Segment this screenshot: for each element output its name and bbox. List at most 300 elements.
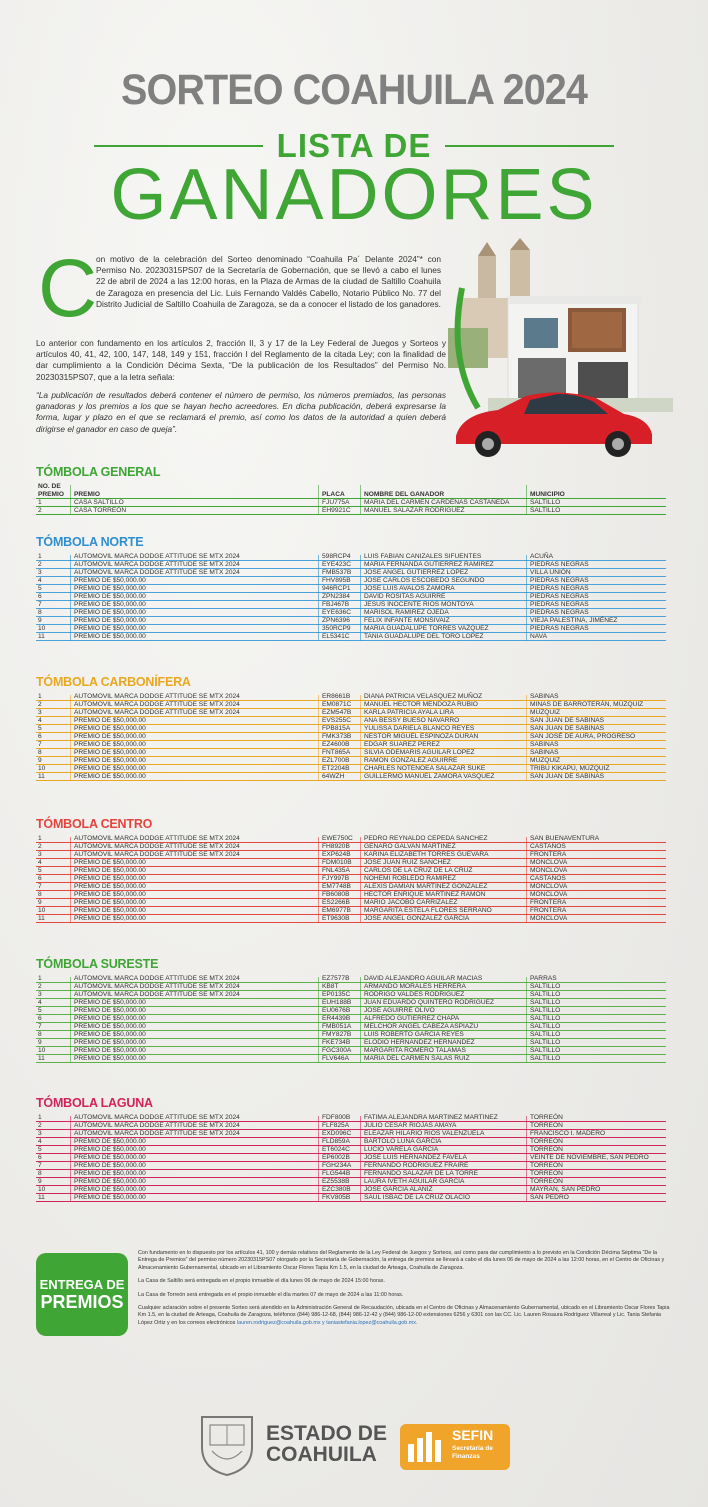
column-divider [526, 485, 527, 515]
cell-winner-name: GUILLERMO MANUEL ZAMORA VASQUEZ [364, 773, 495, 780]
cell-prize-number: 5 [38, 585, 42, 592]
cell-winner-name: FERNANDO SALAZAR DE LA TORRE [364, 1170, 479, 1177]
table-row [36, 1170, 666, 1178]
cell-prize: PREMIO DE $50,000.00 [74, 883, 146, 890]
cell-winner-name: ELEAZAR HILARIO RIOS VALENZUELA [364, 1130, 485, 1137]
cell-municipality: SALTILLO [530, 1055, 561, 1062]
cell-plate: FLV646A [322, 1055, 350, 1062]
cell-prize: PREMIO DE $50,000.00 [74, 625, 146, 632]
cell-winner-name: ALFREDO GUTIERREZ CHAPA [364, 1015, 460, 1022]
section-title: TÓMBOLA GENERAL [36, 465, 161, 479]
cell-municipality: SALTILLO [530, 983, 561, 990]
cell-prize: PREMIO DE $50,000.00 [74, 907, 146, 914]
cell-prize-number: 2 [38, 701, 42, 708]
column-divider [526, 837, 527, 923]
cell-winner-name: PEDRO REYNALDO CEPEDA SANCHEZ [364, 835, 488, 842]
cell-prize: AUTOMOVIL MARCA DODGE ATTITUDE SE MTX 2024 [74, 1122, 240, 1129]
cell-winner-name: JOSE CARLOS ESCOBEDO SEGUNDO [364, 577, 485, 584]
table-row [36, 617, 666, 625]
cell-prize-number: 5 [38, 1007, 42, 1014]
entrega-p4 [138, 1305, 670, 1327]
cell-winner-name: MANUEL SALAZAR RODRIGUEZ [364, 507, 465, 514]
cell-municipality: SALTILLO [530, 507, 561, 514]
column-divider [70, 977, 71, 1063]
intro-paragraph: on motivo de la celebración del Sorteo denominado “Coahuila Pa´ Delante 2024”* con Permiso No. 20230315PS07 de la Secretaría de Gobernación, que se llevó a cabo el lunes 22 de abril de 2024 a las 12:00 horas, en la Plaza de Armas de la ciudad de Saltillo Coahuila de Zaragoza en presencia del Lic. Luis Fernando Valdés Cabello, Notario Público No. 77 del Distrito Judicial de Saltillo Coahuila de Zaragoza, se da a conocer el listado de los ganadores. [96, 254, 441, 309]
column-divider [70, 695, 71, 781]
lista-label: LISTA DE [276, 127, 432, 164]
cell-municipality: SAN JUAN DE SABINAS [530, 773, 605, 780]
estado-logo-text [266, 1423, 387, 1465]
drop-cap: C [38, 243, 98, 334]
cell-municipality: SAN BUENAVENTURA [530, 835, 600, 842]
cell-prize: PREMIO DE $50,000.00 [74, 875, 146, 882]
cell-prize: PREMIO DE $50,000.00 [74, 725, 146, 732]
cell-plate: ER4439B [322, 1015, 351, 1022]
cell-winner-name: FERNANDO RODRIGUEZ FRAIRE [364, 1162, 469, 1169]
sefin-subtitle [452, 1445, 493, 1460]
table-row [36, 757, 666, 765]
cell-prize: PREMIO DE $50,000.00 [74, 999, 146, 1006]
cell-plate: FBJ467B [322, 601, 350, 608]
cell-prize: PREMIO DE $50,000.00 [74, 773, 146, 780]
cell-prize-number: 2 [38, 1122, 42, 1129]
cell-prize-number: 2 [38, 983, 42, 990]
cell-plate: FB6080B [322, 891, 350, 898]
cell-municipality: FRANCISCO I. MADERO [530, 1130, 606, 1137]
cell-municipality: PIEDRAS NEGRAS [530, 561, 589, 568]
cell-prize-number: 5 [38, 1146, 42, 1153]
cell-municipality: TORREÓN [530, 1114, 563, 1121]
table-row [36, 1031, 666, 1039]
cell-prize: AUTOMOVIL MARCA DODGE ATTITUDE SE MTX 2024 [74, 701, 240, 708]
entrega-p4-text: Cualquier aclaración sobre el presente Sorteo será atendido en la Administración General de Recaudación, ubicada en el Centro de Oficinas y Almacenamiento Gubernamental, ubicado en el Libramiento Oscar Flores Tapia Km 1.5, en la ciudad de Arteaga, Coahuila de Zaragoza, teléfonos (844) 986-12-68, (844) 986-12-42 y (844) 986-12-00 extensiones 6256 y 6301 con las CC. Lic. Lauren Rosaura Rodríguez Villarreal y Lic. Tania Stefania López Ortiz y en los correos electrónicos [138, 1305, 670, 1326]
cell-municipality: SAN JUAN DE SABINAS [530, 725, 605, 732]
column-divider [360, 837, 361, 923]
sefin-bars-icon [406, 1430, 446, 1464]
cell-municipality: VIEJA PALESTINA, JIMÉNEZ [530, 617, 618, 624]
header-prize: PREMIO [74, 491, 101, 498]
cell-winner-name: MARISOL RAMIREZ OJEDA [364, 609, 449, 616]
email-links[interactable]: lauren.rodriguez@coahuila.gob.mx y taniastefania.lopez@coahuila.gob.mx. [236, 1319, 418, 1326]
cell-municipality: TORREÓN [530, 1178, 563, 1185]
cell-plate: KB8T [322, 983, 339, 990]
cell-plate: EZ4600B [322, 741, 350, 748]
cell-prize-number: 11 [38, 773, 45, 780]
cell-winner-name: MARIO JACOBO CARRIZALEZ [364, 899, 458, 906]
cell-winner-name: JOSE GARCIA ALANIZ [364, 1186, 433, 1193]
cell-winner-name: KARINA ELIZABETH TORRES GUEVARA [364, 851, 489, 858]
cell-plate: EZ7577B [322, 975, 350, 982]
table-row [36, 741, 666, 749]
table-row [36, 499, 666, 507]
table-row [36, 1194, 666, 1202]
table-row [36, 765, 666, 773]
cell-winner-name: SILVIA ODEMARIS AGUILAR LOPEZ [364, 749, 475, 756]
table-row [36, 835, 666, 843]
cell-prize-number: 11 [38, 633, 45, 640]
cell-plate: ET2204B [322, 765, 350, 772]
cell-municipality: SABINAS [530, 741, 559, 748]
cell-plate: EU0676B [322, 1007, 351, 1014]
cell-municipality: TORREÓN [530, 1170, 563, 1177]
column-divider [526, 977, 527, 1063]
entrega-p3: La Casa de Torreón será entregada en el propio inmueble el día martes 07 de mayo de 2024 a las 11:00 horas. [138, 1291, 404, 1298]
cell-prize: AUTOMOVIL MARCA DODGE ATTITUDE SE MTX 2024 [74, 851, 240, 858]
cell-prize: AUTOMOVIL MARCA DODGE ATTITUDE SE MTX 2024 [74, 1114, 240, 1121]
cell-prize-number: 6 [38, 733, 42, 740]
cell-prize: PREMIO DE $50,000.00 [74, 741, 146, 748]
cell-prize-number: 2 [38, 561, 42, 568]
cell-prize-number: 10 [38, 907, 46, 914]
cell-prize: PREMIO DE $50,000.00 [74, 1138, 146, 1145]
table-row [36, 1023, 666, 1031]
header-winner-name: NOMBRE DEL GANADOR [364, 491, 445, 498]
table-row [36, 1055, 666, 1063]
cell-plate: EVS255C [322, 717, 351, 724]
cell-plate: FHV895B [322, 577, 351, 584]
cell-prize: PREMIO DE $50,000.00 [74, 585, 146, 592]
cell-plate: EM6977B [322, 907, 351, 914]
cell-prize: PREMIO DE $50,000.00 [74, 717, 146, 724]
sefin-sub-line1: Secretaría de [452, 1445, 493, 1452]
table-row [36, 1114, 666, 1122]
cell-prize-number: 8 [38, 1170, 42, 1177]
cell-plate: 598RCP4 [322, 553, 351, 560]
cell-winner-name: GENARO GALVAN MARTINEZ [364, 843, 456, 850]
table-row [36, 851, 666, 859]
cell-municipality: SALTILLO [530, 1023, 561, 1030]
cell-prize: AUTOMOVIL MARCA DODGE ATTITUDE SE MTX 2024 [74, 553, 240, 560]
cell-prize: AUTOMOVIL MARCA DODGE ATTITUDE SE MTX 2024 [74, 975, 240, 982]
section-title: TÓMBOLA CENTRO [36, 817, 153, 831]
column-divider [360, 977, 361, 1063]
cell-prize: PREMIO DE $50,000.00 [74, 1186, 146, 1193]
cell-municipality: PIEDRAS NEGRAS [530, 593, 589, 600]
cell-winner-name: MARIA DEL CARMEN SALAS RUIZ [364, 1055, 470, 1062]
cell-municipality: SALTILLO [530, 499, 561, 506]
cell-winner-name: LUIS FABIAN CANIZALES SIFUENTES [364, 553, 482, 560]
cell-prize-number: 7 [38, 741, 42, 748]
cell-winner-name: MARIA GUADALUPE TORRES VAZQUEZ [364, 625, 489, 632]
cell-plate: 946RCP1 [322, 585, 351, 592]
cell-prize: PREMIO DE $50,000.00 [74, 891, 146, 898]
cell-prize-number: 9 [38, 1178, 42, 1185]
cell-winner-name: DAVID ALEJANDRO AGUILAR MACIAS [364, 975, 483, 982]
cell-municipality: SALTILLO [530, 991, 561, 998]
cell-prize: PREMIO DE $50,000.00 [74, 749, 146, 756]
column-divider [526, 1116, 527, 1202]
column-divider [70, 555, 71, 641]
cell-plate: EZC380B [322, 1186, 351, 1193]
column-divider [360, 695, 361, 781]
entrega-text [138, 1250, 670, 1333]
section-0 [36, 465, 666, 515]
cell-municipality: CASTAÑOS [530, 875, 566, 882]
cell-prize: PREMIO DE $50,000.00 [74, 1007, 146, 1014]
cell-plate: EH9921C [322, 507, 351, 514]
section-title: TÓMBOLA SURESTE [36, 957, 159, 971]
table-row [36, 1015, 666, 1023]
cell-plate: FMY827B [322, 1031, 352, 1038]
cell-prize-number: 6 [38, 875, 42, 882]
cell-prize: PREMIO DE $50,000.00 [74, 1178, 146, 1185]
cell-municipality: NAVA [530, 633, 547, 640]
cell-municipality: PIEDRAS NEGRAS [530, 625, 589, 632]
cell-municipality: PIEDRAS NEGRAS [530, 577, 589, 584]
cell-plate: FDF800B [322, 1114, 351, 1121]
cell-prize: AUTOMOVIL MARCA DODGE ATTITUDE SE MTX 2024 [74, 693, 240, 700]
sefin-name: SEFIN [452, 1427, 494, 1443]
cell-municipality: FRONTERA [530, 851, 567, 858]
table-row [36, 1162, 666, 1170]
cell-plate: FNL435A [322, 867, 350, 874]
cell-prize: AUTOMOVIL MARCA DODGE ATTITUDE SE MTX 2024 [74, 709, 240, 716]
table-row [36, 609, 666, 617]
cell-municipality: MÚZQUIZ [530, 709, 561, 716]
table-row [36, 701, 666, 709]
column-divider [360, 555, 361, 641]
cell-prize: PREMIO DE $50,000.00 [74, 1146, 146, 1153]
cell-prize-number: 4 [38, 1138, 42, 1145]
cell-plate: FNT865A [322, 749, 351, 756]
cell-prize-number: 9 [38, 757, 42, 764]
cell-plate: FGC300A [322, 1047, 352, 1054]
table-row [36, 1007, 666, 1015]
cell-winner-name: RAMON GONZALEZ AGUIRRE [364, 757, 458, 764]
cell-winner-name: NESTOR MIGUEL ESPINOZA DURAN [364, 733, 479, 740]
cell-prize: PREMIO DE $50,000.00 [74, 1170, 146, 1177]
cell-winner-name: SAUL ISBAC DE LA CRUZ OLACIO [364, 1194, 471, 1201]
legal-paragraph: Lo anterior con fundamento en los artículos 2, fracción II, 3 y 17 de la Ley Federal de Juegos y Sorteos y artículos 40, 41, 42, 100, 147, 148, 149 y 151, fracción I del Reglamento de la citada Ley; con la finalidad de dar cumplimiento a la Condición Décima Sexta, “De la publicación de los Resultados” del Permiso No. 20230315PS07, que a la letra señala: [36, 338, 446, 382]
cell-winner-name: YULISSA DARIELA BLANCO REYES [364, 725, 475, 732]
column-divider [318, 485, 319, 515]
cell-prize-number: 1 [38, 553, 42, 560]
column-divider [70, 1116, 71, 1202]
column-divider [526, 555, 527, 641]
cell-plate: ET6024C [322, 1146, 350, 1153]
column-divider [70, 837, 71, 923]
cell-winner-name: RODRIGO VALDES RODRIGUEZ [364, 991, 465, 998]
cell-prize-number: 9 [38, 1039, 42, 1046]
cell-prize-number: 7 [38, 883, 42, 890]
entrega-line2: PREMIOS [40, 1292, 124, 1312]
cell-plate: FMB051A [322, 1023, 352, 1030]
cell-plate: FMK373B [322, 733, 352, 740]
cell-prize-number: 4 [38, 999, 42, 1006]
cell-prize-number: 5 [38, 867, 42, 874]
cell-plate: ER8661B [322, 693, 351, 700]
cell-plate: EP0135C [322, 991, 351, 998]
section-title: TÓMBOLA CARBONÍFERA [36, 675, 191, 689]
table-row [36, 593, 666, 601]
cell-municipality: TORREÓN [530, 1138, 563, 1145]
cell-prize: PREMIO DE $50,000.00 [74, 609, 146, 616]
cell-winner-name: CHARLES NOTENOEA SALAZAR SUKE [364, 765, 486, 772]
divider-left [94, 145, 263, 147]
estado-line1: ESTADO DE [266, 1422, 387, 1445]
cell-municipality: SALTILLO [530, 1015, 561, 1022]
cell-prize: CASA TORREÓN [74, 507, 127, 514]
cell-municipality: CASTAÑOS [530, 843, 566, 850]
table-row [36, 843, 666, 851]
cell-plate: FDM010B [322, 859, 352, 866]
cell-municipality: MINAS DE BARROTERÁN, MÚZQUIZ [530, 701, 644, 708]
cell-prize: AUTOMOVIL MARCA DODGE ATTITUDE SE MTX 2024 [74, 835, 240, 842]
table-row [36, 891, 666, 899]
cell-prize-number: 1 [38, 835, 42, 842]
cell-prize: PREMIO DE $50,000.00 [74, 915, 146, 922]
table-row [36, 561, 666, 569]
cell-prize-number: 3 [38, 709, 42, 716]
cell-winner-name: MARIA FERNANDA GUTIERREZ RAMIREZ [364, 561, 494, 568]
table-row [36, 507, 666, 515]
cell-prize-number: 3 [38, 1130, 42, 1137]
entrega-p2: La Casa de Saltillo será entregada en el propio inmueble el día lunes 06 de mayo de 2024 15:00 horas. [138, 1278, 385, 1285]
cell-prize-number: 10 [38, 765, 46, 772]
column-divider [318, 695, 319, 781]
table-row [36, 899, 666, 907]
cell-prize-number: 11 [38, 1055, 45, 1062]
cell-municipality: FRONTERA [530, 907, 567, 914]
cell-municipality: SALTILLO [530, 1039, 561, 1046]
cell-prize-number: 8 [38, 749, 42, 756]
cell-prize: PREMIO DE $50,000.00 [74, 593, 146, 600]
cell-prize-number: 2 [38, 843, 42, 850]
table-row [36, 1138, 666, 1146]
cell-municipality: MONCLOVA [530, 883, 568, 890]
cell-winner-name: MARGARITA ROMERO TALAMAS [364, 1047, 466, 1054]
column-divider [318, 1116, 319, 1202]
cell-plate: EYE423C [322, 561, 351, 568]
cell-winner-name: TANIA GUADALUPE DEL TORO LOPEZ [364, 633, 484, 640]
table-row [36, 915, 666, 923]
cell-municipality: SABINAS [530, 749, 559, 756]
cell-plate: EYE636C [322, 609, 351, 616]
cell-plate: ET9630B [322, 915, 350, 922]
cell-plate: FKV805B [322, 1194, 351, 1201]
table-row [36, 733, 666, 741]
cell-winner-name: JOSE ANGEL GUTIERREZ LOPEZ [364, 569, 469, 576]
sefin-sub-line2: Finanzas [452, 1452, 480, 1460]
column-divider [360, 1116, 361, 1202]
cell-prize-number: 5 [38, 725, 42, 732]
table-row [36, 875, 666, 883]
cell-prize-number: 4 [38, 577, 42, 584]
cell-prize-number: 3 [38, 851, 42, 858]
cell-winner-name: JOSE ANGEL GONZALEZ GARCIA [364, 915, 470, 922]
cell-plate: FLG544B [322, 1170, 351, 1177]
cell-plate: EZM547B [322, 709, 352, 716]
cell-winner-name: LUIS ROBERTO GARCIA REYES [364, 1031, 464, 1038]
header-municipality: MUNICIPIO [530, 491, 565, 498]
cell-winner-name: JUAN EDUARDO QUINTERO RODRIGUEZ [364, 999, 495, 1006]
cell-winner-name: JESUS INOCENTE RIOS MONTOYA [364, 601, 474, 608]
cell-municipality: PARRAS [530, 975, 557, 982]
cell-plate: ZPN6396 [322, 617, 350, 624]
table-row [36, 709, 666, 717]
table-row [36, 983, 666, 991]
section-5 [36, 1096, 666, 1202]
cell-prize: PREMIO DE $50,000.00 [74, 757, 146, 764]
column-divider [526, 695, 527, 781]
cell-plate: 350RCP9 [322, 625, 351, 632]
entrega-badge [36, 1253, 128, 1336]
column-divider [360, 485, 361, 515]
coat-of-arms-icon [196, 1411, 258, 1477]
cell-winner-name: JOSE JUAN RUIZ SANCHEZ [364, 859, 451, 866]
table-row [36, 625, 666, 633]
section-2 [36, 675, 666, 781]
cell-municipality: MÚZQUIZ [530, 757, 561, 764]
cell-plate: EZL700B [322, 757, 350, 764]
cell-prize-number: 9 [38, 899, 42, 906]
cell-winner-name: CARLOS DE LA CRUZ DE LA CRUZ [364, 867, 473, 874]
cell-winner-name: JOSE LUIS AVALOS ZAMORA [364, 585, 455, 592]
cell-prize: PREMIO DE $50,000.00 [74, 765, 146, 772]
cell-plate: EWE750C [322, 835, 353, 842]
table-row [36, 553, 666, 561]
cell-plate: EM7748B [322, 883, 351, 890]
cell-prize-number: 3 [38, 991, 42, 998]
cell-plate: FGH234A [322, 1162, 352, 1169]
table-row [36, 907, 666, 915]
table-row [36, 1130, 666, 1138]
cell-prize: PREMIO DE $50,000.00 [74, 633, 146, 640]
cell-plate: FLF825A [322, 1122, 350, 1129]
cell-winner-name: KARLA PATRICIA AYALA LIRA [364, 709, 455, 716]
cell-prize-number: 9 [38, 617, 42, 624]
cell-prize: PREMIO DE $50,000.00 [74, 1154, 146, 1161]
cell-winner-name: FATIMA ALEJANDRA MARTINEZ MARTINEZ [364, 1114, 498, 1121]
cell-plate: FH8920B [322, 843, 350, 850]
section-3 [36, 817, 666, 923]
table-row [36, 1178, 666, 1186]
cell-prize-number: 3 [38, 569, 42, 576]
ganadores-heading: GANADORES [110, 155, 598, 235]
cell-prize-number: 4 [38, 717, 42, 724]
cell-winner-name: HECTOR ENRIQUE MARTINEZ RAMON [364, 891, 486, 898]
cell-prize: PREMIO DE $50,000.00 [74, 601, 146, 608]
table-row [36, 1146, 666, 1154]
cell-prize: PREMIO DE $50,000.00 [74, 1162, 146, 1169]
cell-prize-number: 7 [38, 601, 42, 608]
table-row [36, 999, 666, 1007]
table-row [36, 569, 666, 577]
table-row [36, 867, 666, 875]
cell-plate: FPB815A [322, 725, 351, 732]
cell-plate: EL5341C [322, 633, 350, 640]
table-row [36, 1039, 666, 1047]
cell-winner-name: ARMANDO MORALES HERRERA [364, 983, 466, 990]
cell-prize-number: 1 [38, 693, 42, 700]
cell-plate: FKE734B [322, 1039, 351, 1046]
column-divider [318, 555, 319, 641]
cell-winner-name: ELODIO HERNANDEZ HERNANDEZ [364, 1039, 475, 1046]
cell-prize-number: 7 [38, 1162, 42, 1169]
cell-winner-name: NOHEMI ROBLEDO RAMIREZ [364, 875, 456, 882]
table-row [36, 749, 666, 757]
section-4 [36, 957, 666, 1063]
cell-municipality: MONCLOVA [530, 867, 568, 874]
cell-municipality: SAN JOSÉ DE AURA, PROGRESO [530, 733, 636, 740]
house-car-illustration [448, 238, 673, 460]
cell-municipality: TORREÓN [530, 1162, 563, 1169]
page-title: SORTEO COAHUILA 2024 [121, 66, 587, 114]
cell-municipality: PIEDRAS NEGRAS [530, 585, 589, 592]
cell-winner-name: MARGARITA ESTELA FLORES SERRANO [364, 907, 492, 914]
cell-plate: EM0871C [322, 701, 352, 708]
footer [0, 1405, 708, 1485]
